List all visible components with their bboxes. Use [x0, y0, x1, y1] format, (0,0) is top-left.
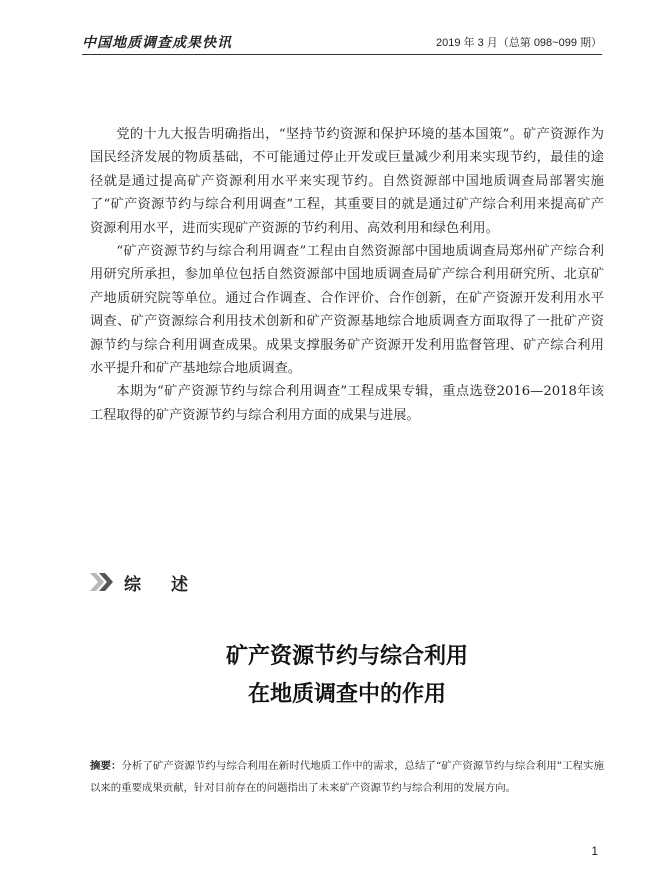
intro-paragraph-2: “矿产资源节约与综合利用调查”工程由自然资源部中国地质调查局郑州矿产综合利用研究所承担，参加单位包括自然资源部中国地质调查局矿产综合利用研究所、北京矿产地质研究院等单位。通过合作调查、合作评价、合作创新，在矿产资源开发利用水平调查、矿产资源综合利用技术创新和矿产资源基地综合地质调查方面取得了一批矿产资源节约与综合利用调查成果。成果支撑服务矿产资源开发利用监督管理、矿产综合利用水平提升和矿产基地综合地质调查。: [90, 244, 604, 377]
issue-info: 2019 年 3 月（总第 098~099 期）: [436, 37, 602, 49]
running-header: [82, 32, 602, 55]
intro-paragraph-3: 本期为“矿产资源节约与综合利用调查”工程成果专辑，重点选登2016—2018年该工程取得的矿产资源节约与综合利用方面的成果与进展。: [90, 384, 604, 423]
abstract-text: 分析了矿产资源节约与综合利用在新时代地质工作中的需求，总结了“矿产资源节约与综合利用”工程实施以来的重要成果贡献，针对目前存在的问题指出了未来矿产资源节约与综合利用的发展方向。: [90, 760, 605, 794]
article-title-line-2: 在地质调查中的作用: [247, 682, 446, 707]
intro-text: [90, 123, 604, 427]
article-title: [90, 638, 604, 714]
abstract: [90, 755, 604, 799]
section-heading: [90, 568, 218, 596]
intro-paragraph-1: 党的十九大报告明确指出，“坚持节约资源和保护环境的基本国策”。矿产资源作为国民经济发展的物质基础，不可能通过停止开发或巨量减少利用来实现节约，最佳的途径就是通过提高矿产资源利用水平来实现节约。自然资源部中国地质调查局部署实施了“矿产资源节约与综合利用调查”工程，其重要目的就是通过矿产综合利用来提高矿产资源利用水平，进而实现矿产资源的节约利用、高效利用和绿色利用。: [90, 127, 604, 236]
section-label: 综述: [124, 574, 218, 595]
journal-title: 中国地质调查成果快讯: [82, 35, 232, 51]
page-number: 1: [591, 844, 598, 858]
abstract-label: 摘要：: [90, 760, 122, 772]
double-chevron-right-icon: [90, 571, 114, 593]
article-title-line-1: 矿产资源节约与综合利用: [225, 644, 468, 669]
